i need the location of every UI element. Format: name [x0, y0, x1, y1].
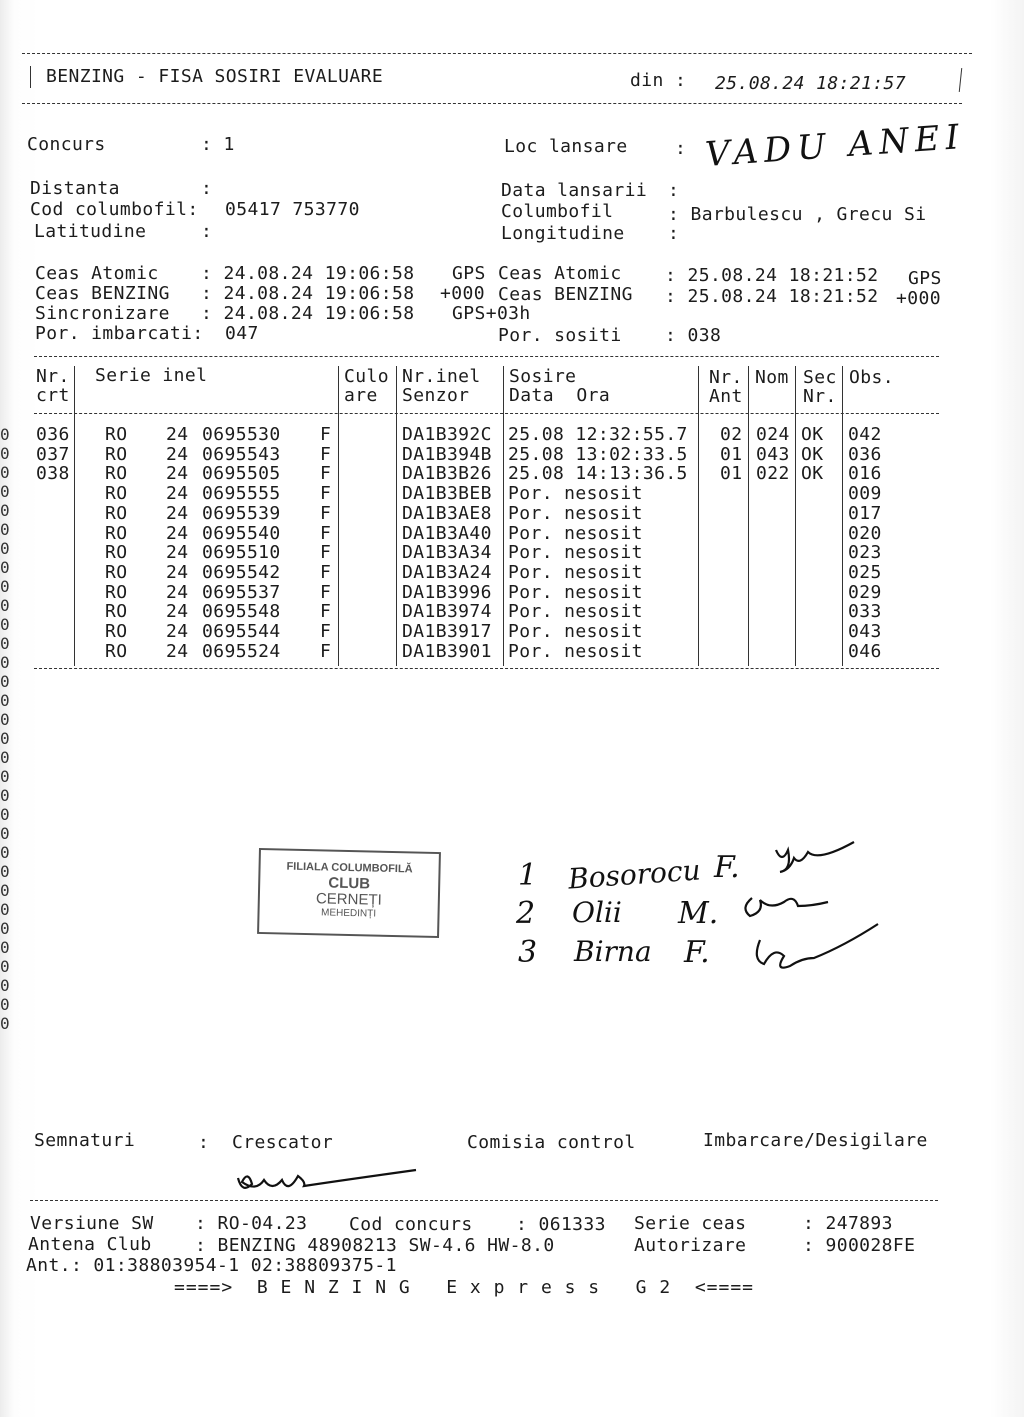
- hand-num-3: 3: [518, 935, 538, 970]
- cell-country: RO: [105, 424, 128, 445]
- cell-sensor: DA1B394B: [402, 443, 492, 465]
- hand-initial-3: F.: [684, 935, 710, 970]
- cell-sex: F: [320, 522, 332, 544]
- cod-columbofil-label: Cod columbofil:: [30, 199, 199, 220]
- cell-sex: F: [320, 561, 332, 583]
- th-senzor: Senzor: [402, 385, 470, 406]
- cell-year: 24: [166, 483, 189, 505]
- por-sositi-label: Por. sositi: [498, 325, 622, 346]
- latitudine-label: Latitudine: [34, 221, 147, 242]
- hand-num-2: 2: [516, 896, 536, 931]
- cell-country: RO: [105, 621, 128, 642]
- cell-sex: F: [320, 463, 332, 485]
- longitudine-label: Longitudine: [501, 223, 625, 244]
- cell-arrival: 25.08 12:32:55.7: [508, 424, 688, 445]
- loc-lansare-label: Loc lansare: [504, 136, 628, 157]
- data-lansarii-value: :: [668, 180, 680, 201]
- autorizare-label: Autorizare: [634, 1235, 747, 1256]
- semnaturi-sep: :: [198, 1132, 210, 1153]
- col-sep-8: [842, 366, 843, 666]
- header-top-rule: [22, 53, 972, 54]
- stamp-line-2: CLUB: [328, 874, 371, 893]
- cell-ring: 0695539: [202, 502, 281, 524]
- cell-obs: 025: [848, 561, 882, 583]
- cell-sec: OK: [801, 443, 824, 465]
- cell-obs: 029: [848, 581, 882, 603]
- cell-country: RO: [105, 522, 128, 544]
- cell-arrival: Por. nesosit: [508, 601, 643, 623]
- cell-obs: 017: [848, 502, 882, 524]
- longitudine-value: :: [668, 223, 680, 244]
- ceas-benzing-right-label: Ceas BENZING: [498, 284, 633, 305]
- cell-obs: 046: [848, 640, 882, 662]
- cell-sensor: DA1B3901: [402, 640, 492, 662]
- versiune-label: Versiune SW: [30, 1213, 154, 1234]
- cell-obs: 023: [848, 542, 882, 564]
- th-sec: Sec: [803, 367, 837, 388]
- cell-nr: 038: [36, 463, 70, 485]
- th-crt: crt: [36, 385, 70, 406]
- antena-label: Antena Club: [28, 1234, 152, 1255]
- semnaturi-label: Semnaturi: [34, 1130, 136, 1151]
- cell-obs: 033: [848, 601, 882, 623]
- por-imbarcati-label: Por. imbarcati:: [35, 323, 204, 344]
- th-nr: Nr.: [36, 366, 70, 387]
- hand-name-1: Bosorocu: [567, 853, 702, 896]
- ceas-atomic-right-value: : 25.08.24 18:21:52: [665, 265, 879, 286]
- th-nr-ant: Nr.: [709, 367, 743, 388]
- header-right-bar: [959, 68, 963, 92]
- th-sec-nr: Nr.: [803, 386, 837, 407]
- print-date-value: 25.08.24 18:21:57: [715, 73, 907, 94]
- brand-footer: ====> B E N Z I N G E x p r e s s G 2 <====: [174, 1277, 755, 1298]
- hand-name-3: Birna: [574, 935, 652, 968]
- cell-ring: 0695510: [202, 542, 281, 564]
- antenna-ids: Ant.: 01:38803954-1 02:38809375-1: [26, 1255, 397, 1276]
- header-left-bar: [30, 66, 31, 88]
- data-lansarii-label: Data lansarii: [501, 180, 648, 201]
- cell-country: RO: [105, 463, 128, 485]
- document-title: BENZING - FISA SOSIRI EVALUARE: [46, 66, 384, 87]
- cell-sex: F: [320, 640, 332, 662]
- columbofil-value: : Barbulescu , Grecu Si: [668, 204, 927, 225]
- cod-concurs-label: Cod concurs: [349, 1214, 473, 1235]
- ceas-atomic-right-suffix: GPS: [908, 268, 942, 289]
- ceas-atomic-suffix: GPS: [452, 263, 486, 284]
- latitudine-value: :: [201, 221, 213, 242]
- cell-obs: 016: [848, 463, 882, 485]
- table-header-rule: [34, 413, 939, 414]
- serie-ceas-value: : 247893: [803, 1213, 893, 1234]
- th-data-ora: Data Ora: [509, 385, 611, 406]
- ceas-benzing-right-value: : 25.08.24 18:21:52: [665, 286, 879, 307]
- stamp-line-1: FILIALA COLUMBOFILĂ: [286, 860, 413, 876]
- cell-ring: 0695542: [202, 561, 281, 583]
- cell-obs: 042: [848, 424, 882, 445]
- serie-ceas-label: Serie ceas: [634, 1213, 747, 1234]
- cell-ring: 0695524: [202, 640, 281, 662]
- cell-ring: 0695537: [202, 581, 281, 603]
- cell-sex: F: [320, 502, 332, 524]
- cell-year: 24: [166, 522, 189, 544]
- cell-ant: 01: [720, 443, 743, 465]
- cell-country: RO: [105, 581, 128, 603]
- th-culoare-2: are: [344, 385, 378, 406]
- th-culoare: Culo: [344, 366, 389, 387]
- cell-country: RO: [105, 542, 128, 564]
- cell-year: 24: [166, 581, 189, 603]
- cell-country: RO: [105, 561, 128, 583]
- cell-nom: 043: [756, 443, 790, 465]
- ceas-benzing-value: : 24.08.24 19:06:58: [201, 283, 415, 304]
- hand-num-1: 1: [518, 858, 538, 893]
- cell-arrival: Por. nesosit: [508, 581, 643, 603]
- cell-sec: OK: [801, 424, 824, 445]
- cell-sex: F: [320, 483, 332, 505]
- cell-arrival: Por. nesosit: [508, 542, 643, 564]
- ceas-benzing-suffix: +000: [440, 283, 485, 304]
- cell-year: 24: [166, 542, 189, 564]
- footer-rule: [30, 1200, 938, 1201]
- cell-obs: 036: [848, 443, 882, 465]
- cell-sensor: DA1B3A34: [402, 542, 492, 564]
- sincronizare-suffix: GPS+03h: [452, 303, 531, 324]
- cell-sensor: DA1B3B26: [402, 463, 492, 485]
- th-ant: Ant: [709, 386, 743, 407]
- th-serie-inel: Serie inel: [95, 365, 208, 386]
- sincronizare-label: Sincronizare: [35, 303, 170, 324]
- col-sep-5: [698, 366, 699, 666]
- table-top-rule: [34, 356, 939, 357]
- cell-sex: F: [320, 581, 332, 603]
- col-sep-6: [748, 366, 749, 666]
- cell-year: 24: [166, 621, 189, 642]
- cell-country: RO: [105, 601, 128, 623]
- cell-sex: F: [320, 621, 332, 642]
- header-bottom-rule: [22, 103, 962, 104]
- loc-lansare-handwritten: VADU ANEI: [703, 116, 967, 176]
- cell-sex: F: [320, 443, 332, 465]
- table-bottom-rule: [34, 668, 939, 669]
- cell-arrival: 25.08 14:13:36.5: [508, 463, 688, 485]
- cell-arrival: Por. nesosit: [508, 502, 643, 524]
- cell-nr: 037: [36, 443, 70, 465]
- cell-sensor: DA1B3917: [402, 621, 492, 642]
- cell-sensor: DA1B3996: [402, 581, 492, 603]
- cell-sensor: DA1B3A24: [402, 561, 492, 583]
- por-imbarcati-value: 047: [225, 323, 259, 344]
- ceas-benzing-right-suffix: +000: [896, 288, 941, 309]
- distanta-label: Distanta: [30, 178, 120, 199]
- col-sep-7: [795, 366, 796, 666]
- versiune-value: : RO-04.23: [195, 1213, 308, 1234]
- col-sep-2: [338, 366, 339, 666]
- cod-concurs-value: : 061333: [516, 1214, 606, 1235]
- ceas-atomic-right-label: Ceas Atomic: [498, 263, 622, 284]
- stamp-line-4: MEHEDINȚI: [320, 907, 377, 920]
- ceas-atomic-value: : 24.08.24 19:06:58: [201, 263, 415, 284]
- cell-ring: 0695544: [202, 621, 281, 642]
- th-sosire: Sosire: [509, 366, 577, 387]
- cell-arrival: Por. nesosit: [508, 522, 643, 544]
- columbofil-label: Columbofil: [501, 201, 614, 222]
- antena-value: : BENZING 48908213 SW-4.6 HW-8.0: [195, 1235, 555, 1256]
- crescator-label: Crescator: [232, 1132, 334, 1153]
- cell-nom: 024: [756, 424, 790, 445]
- cell-country: RO: [105, 640, 128, 662]
- cell-sec: OK: [801, 463, 824, 485]
- cell-ring: 0695540: [202, 522, 281, 544]
- cell-obs: 020: [848, 522, 882, 544]
- cell-nom: 022: [756, 463, 790, 485]
- concurs-label: Concurs: [27, 134, 106, 155]
- comisia-control-label: Comisia control: [467, 1132, 636, 1153]
- cell-arrival: Por. nesosit: [508, 621, 643, 642]
- th-nom: Nom: [755, 367, 789, 388]
- cell-year: 24: [166, 601, 189, 623]
- cell-sex: F: [320, 601, 332, 623]
- cell-nr: 036: [36, 424, 70, 445]
- cell-year: 24: [166, 443, 189, 465]
- cell-sensor: DA1B3BEB: [402, 483, 492, 505]
- cell-country: RO: [105, 483, 128, 505]
- cell-ring: 0695543: [202, 443, 281, 465]
- ceas-atomic-label: Ceas Atomic: [35, 263, 159, 284]
- cell-ant: 02: [720, 424, 743, 445]
- cell-ant: 01: [720, 463, 743, 485]
- concurs-value: : 1: [201, 134, 235, 155]
- autorizare-value: : 900028FE: [803, 1235, 916, 1256]
- print-date-label: din :: [630, 70, 687, 91]
- th-nr-inel: Nr.inel: [402, 366, 481, 387]
- cell-sensor: DA1B3A40: [402, 522, 492, 544]
- document-page: 0 0 0 0 0 0 0 0 0 0 0 0 0 0 0 0 0 0 0 0 0 0 0 0 0 0 0 0 0 0 0 0 BENZING - FISA SOSIRI EVALUARE din : 25.08.24 18:21:57 Concurs : 1 Loc lansare : VADU ANEI Distanta : Cod columbofil: 05417 753770 Latitudine : Data lansarii : Columbofil : Barbulescu , Grecu Si Longitudine : Ceas Atomic : 24.08.24 19:06:58 GPS Ceas BENZING : 24.08.24 19:06:58 +000 Sincronizare : 24.08.24 19:06:58 GPS+03h Por. imbarcati: 047 Ceas Atomic : 25.08.24 18:21:52 GPS Ceas BENZING : 25.08.24 18:21:52 +000 Por. sositi : 038 Nr. crt Serie inel Culo are Nr.inel Senzor Sosire Data Ora Nr. Ant Nom Sec Nr. Obs. 036 RO 24 0695530 F DA1B392C 25.08 12:32:55.7 02 024 OK 042 037 RO 24 0695543 F DA1B394B 25.08 13:02:33.5 01 043 OK 036 038 RO 24 0695505 F DA1B3B26 25.08 14:13:36.5 01 022 OK 016 RO 24 0695555 F DA1B3BEB Por. nesosit 009 RO 24 0695539 F DA1B3AE8 Por. nesosit 017 RO 24 0695540 F DA1B3A40 Por. nesosit 020 RO 24 0695510 F DA1B3A34 Por. nesosit 023 RO 24 0695542 F DA1B3A24 Por. nesosit 025 RO 24 0695537 F DA1B3996 Por. nesosit 029 RO 24 0695548 F DA1B3974 Por. nesosit 033 RO 24 0695544 F DA1B3917 Por. nesosit 043 RO 24 0695524 F DA1B3901 Por. nesosit 046 FILIALA COLUMBOFILĂ CLUB CERNEȚI MEHEDINȚI 1 Bosorocu F. 2 Olii M. 3 Birna F. Semnaturi : Crescator Comisia control Imbarcare/Desigilare Versiune SW : RO-04.23 Cod concurs : 061333 Serie ceas : 247893 Antena Club : BENZING 48908213 SW-4.6 HW-8.0 Autorizare : 900028FE Ant.: 01:38803954-1 02:38809375-1 ====> B E N Z I N G E x p r e s s G 2 <====: [0, 0, 1024, 1417]
- cell-year: 24: [166, 561, 189, 583]
- cod-columbofil-value: 05417 753770: [225, 199, 360, 220]
- cell-ring: 0695548: [202, 601, 281, 623]
- cell-year: 24: [166, 640, 189, 662]
- cell-year: 24: [166, 424, 189, 445]
- hand-initial-2: M.: [678, 896, 719, 931]
- col-sep-1: [74, 366, 75, 666]
- cell-year: 24: [166, 502, 189, 524]
- col-sep-3: [396, 366, 397, 666]
- cell-obs: 043: [848, 621, 882, 642]
- th-obs: Obs.: [849, 367, 894, 388]
- distanta-value: :: [201, 178, 213, 199]
- hand-initial-1: F.: [714, 850, 740, 885]
- cell-obs: 009: [848, 483, 882, 505]
- cell-sensor: DA1B3974: [402, 601, 492, 623]
- imbarcare-label: Imbarcare/Desigilare: [703, 1130, 928, 1151]
- cell-arrival: Por. nesosit: [508, 561, 643, 583]
- cell-arrival: Por. nesosit: [508, 640, 643, 662]
- cell-arrival: Por. nesosit: [508, 483, 643, 505]
- cell-sex: F: [320, 542, 332, 564]
- cell-country: RO: [105, 502, 128, 524]
- col-sep-4: [503, 366, 504, 666]
- cell-ring: 0695505: [202, 463, 281, 485]
- cell-ring: 0695555: [202, 483, 281, 505]
- loc-lansare-sep: :: [675, 138, 687, 159]
- cell-year: 24: [166, 463, 189, 485]
- stamp-line-3: CERNEȚI: [315, 890, 382, 909]
- cell-sensor: DA1B392C: [402, 424, 492, 445]
- hand-name-2: Olii: [572, 896, 622, 929]
- cell-arrival: 25.08 13:02:33.5: [508, 443, 688, 465]
- cell-country: RO: [105, 443, 128, 465]
- cell-ring: 0695530: [202, 424, 281, 445]
- club-stamp: [257, 848, 441, 938]
- por-sositi-value: : 038: [665, 325, 722, 346]
- ceas-benzing-label: Ceas BENZING: [35, 283, 170, 304]
- cell-sex: F: [320, 424, 332, 445]
- sincronizare-value: : 24.08.24 19:06:58: [201, 303, 415, 324]
- cell-sensor: DA1B3AE8: [402, 502, 492, 524]
